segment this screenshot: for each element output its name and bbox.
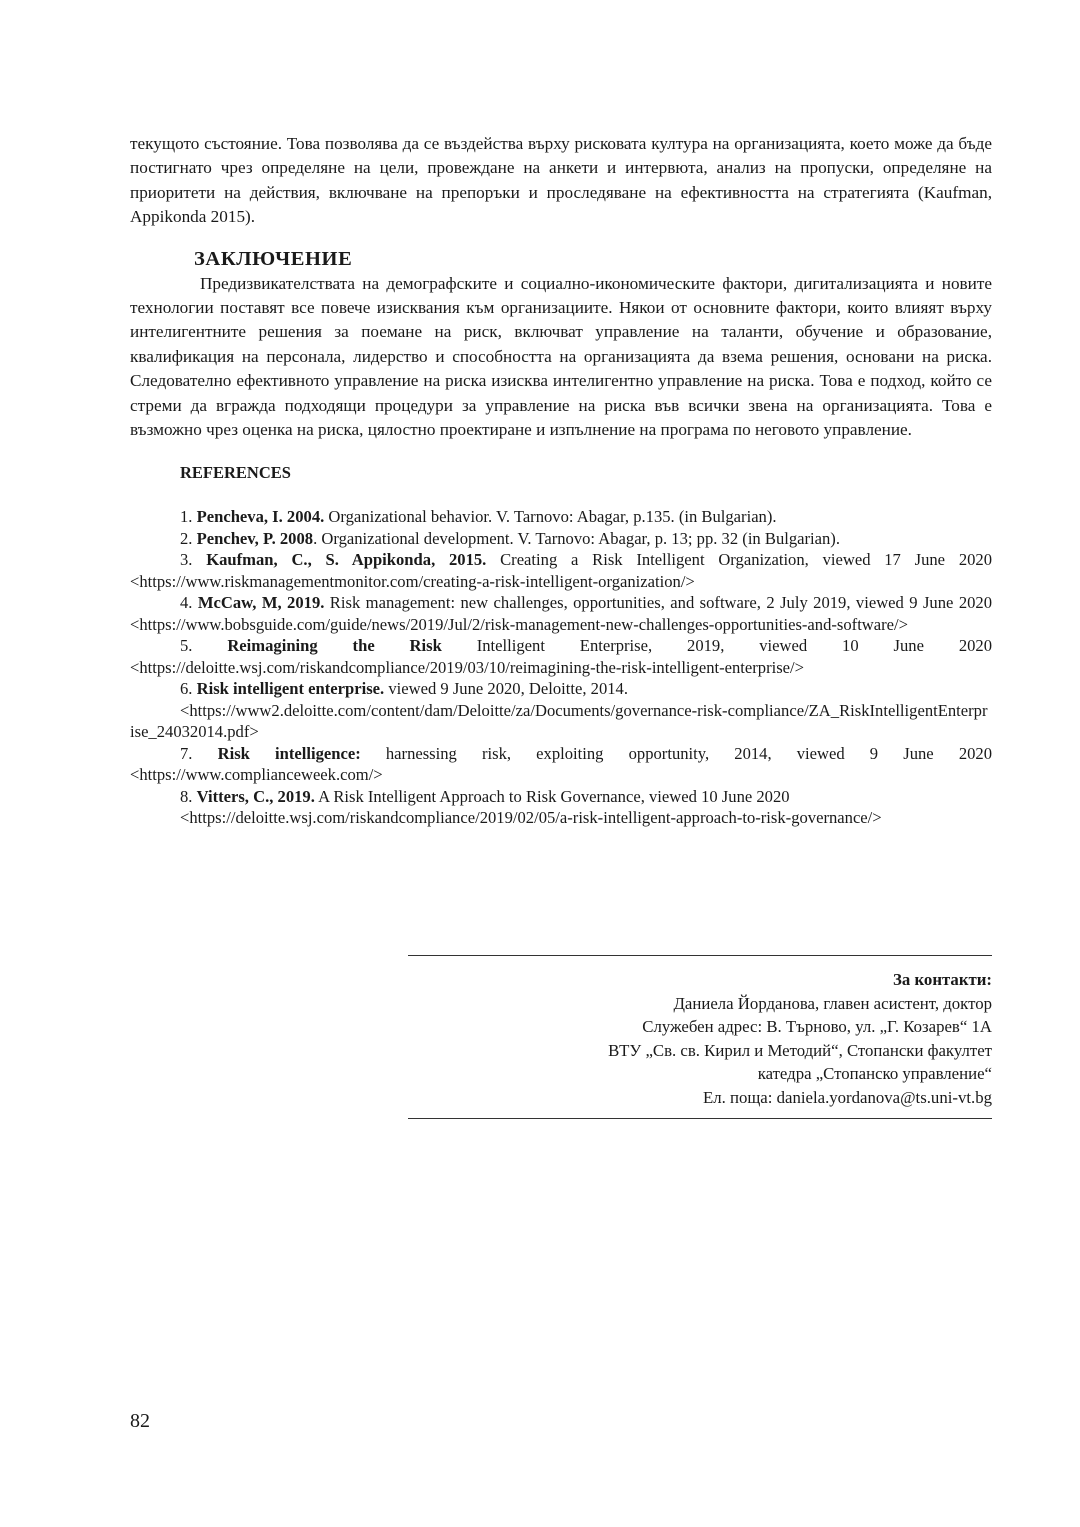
page-body: [130, 132, 992, 829]
reference-url: <https://deloitte.wsj.com/riskandcompliance/2019/02/05/a-risk-intelligent-approach-to-risk-governance/>: [180, 808, 882, 828]
reference-author: Reimagining the Risk: [227, 636, 442, 656]
reference-author: Penchev, P. 2008: [196, 528, 314, 548]
intro-paragraph: текущото състояние. Това позволява да се въздейства върху рисковата култура на организацията, което може да бъде постигнато чрез определяне на цели, провеждане на анкети и интервюта, анализ на пропуски, определяне на приоритети на действия, включване на препоръки и проследяване на ефективността на стратегията (Kaufman, Appikonda 2015).: [130, 134, 992, 227]
contact-name: Даниела Йорданова, главен асистент, доктор: [673, 993, 992, 1013]
reference-item: 8. Vitters, C., 2019. A Risk Intelligent Approach to Risk Governance, viewed 10 June 2020: [180, 786, 790, 806]
contact-address: Служебен адрес: В. Търново, ул. „Г. Козарев“ 1А: [642, 1017, 992, 1036]
contact-block: [408, 955, 992, 1119]
contact-institution: ВТУ „Св. св. Кирил и Методий“, Стопански факултет: [608, 1040, 992, 1060]
contact-department: катедра „Стопанско управление“: [757, 1064, 992, 1083]
references-title: REFERENCES: [180, 463, 291, 483]
reference-item: 4. McCaw, M, 2019. Risk management: new challenges, opportunities, and software, 2 July 2019, viewed 9 June 2020 <https://www.bobsguide.com/guide/news/2019/Jul/2/risk-management-new-challenges-opportunities-and-software/>: [130, 593, 993, 634]
reference-author: Vitters, C., 2019.: [196, 786, 315, 806]
conclusion-heading: ЗАКЛЮЧЕНИЕ: [194, 247, 353, 270]
reference-url: <https://www2.deloitte.com/content/dam/Deloitte/za/Documents/governance-risk-compliance/ZA_RiskIntelligentEnterprise_24032014.pdf>: [130, 700, 988, 742]
contact-title: За контакти:: [893, 970, 992, 989]
reference-item: 1. Pencheva, I. 2004. Organizational behavior. V. Tarnovo: Abagar, p.135. (in Bulgarian).: [180, 507, 777, 527]
reference-author: Risk intelligent enterprise.: [196, 679, 385, 699]
reference-item: 2. Penchev, P. 2008. Organizational development. V. Tarnovo: Abagar, p. 13; pp. 32 (in Bulgarian).: [180, 528, 840, 548]
reference-item: 5. Reimagining the Risk Intelligent Enterprise, 2019, viewed 10 June 2020 <https://deloitte.wsj.com/riskandcompliance/2019/03/10/reimagining-the-risk-intelligent-enterprise/>: [130, 636, 993, 677]
reference-author: Kaufman, C., S. Appikonda, 2015.: [206, 550, 487, 570]
contact-email: Ел. поща: daniela.yordanova@ts.uni-vt.bg: [703, 1087, 992, 1107]
reference-item: 3. Kaufman, C., S. Appikonda, 2015. Creating a Risk Intelligent Organization, viewed 17 June 2020 <https://www.riskmanagementmonitor.com/creating-a-risk-intelligent-organization/>: [130, 550, 993, 591]
reference-author: Pencheva, I. 2004.: [196, 507, 325, 527]
reference-item: 7. Risk intelligence: harnessing risk, exploiting opportunity, 2014, viewed 9 June 2020 <https://www.complianceweek.com/>: [130, 743, 993, 785]
reference-author: Risk intelligence:: [217, 743, 361, 763]
reference-author: McCaw, M, 2019.: [197, 593, 325, 613]
conclusion-paragraph: Предизвикателствата на демографските и социално-икономическите фактори, дигитализацията и новите технологии поставят все повече изисквания към организациите. Някои от основните фактори, които влияят върху интелигентните решения за поемане на риск, включват управление на таланти, обучение и образование, квалификация на персонала, лидерство и способността на организацията да взема решения, основани на риска. Следователно ефективното управление на риска изисква интелигентно управление на риска. Това е подход, който се стреми да вгражда подходящи процедури за управление на риска във всички звена на организацията. Това е възможно чрез оценка на риска, цялостно проектиране и изпълнение на програма по неговото управление.: [130, 273, 992, 440]
page-number: 82: [130, 1410, 150, 1432]
references-list: [130, 506, 992, 829]
reference-item: 6. Risk intelligent enterprise. viewed 9 June 2020, Deloitte, 2014.: [180, 679, 628, 699]
